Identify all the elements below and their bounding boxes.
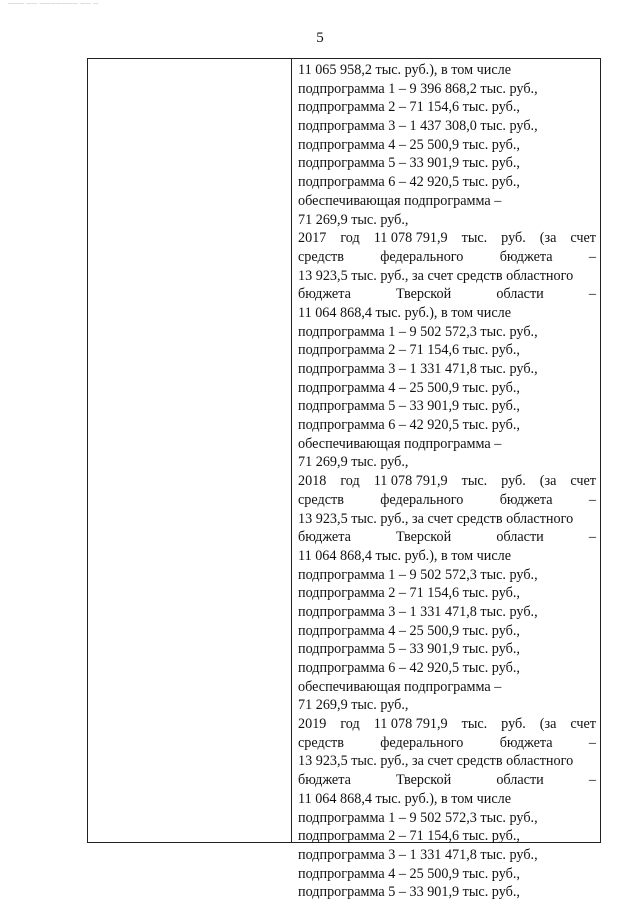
- line-word: счет: [570, 473, 596, 490]
- line-word: год: [340, 230, 360, 247]
- text-line: [298, 229, 596, 248]
- line-word: средств: [298, 491, 344, 508]
- text-line: подпрограмма 6 – 42 920,5 тыс. руб.,: [298, 660, 520, 676]
- text-line: [298, 248, 596, 267]
- text-line: [298, 734, 596, 753]
- text-line: подпрограмма 2 – 71 154,6 тыс. руб.,: [298, 828, 520, 845]
- document-table: [87, 58, 601, 901]
- line-word: бюджета: [298, 286, 351, 303]
- text-line: [298, 528, 596, 547]
- line-word: средств: [298, 248, 344, 265]
- text-line: [298, 771, 596, 790]
- text-line: подпрограмма 4 – 25 500,9 тыс. руб.,: [298, 865, 520, 882]
- text-line: подпрограмма 2 – 71 154,6 тыс. руб.,: [298, 342, 520, 359]
- text-line: [298, 285, 596, 304]
- text-line: подпрограмма 3 – 1 331 471,8 тыс. руб.,: [298, 846, 538, 863]
- line-word: –: [588, 772, 596, 789]
- text-line: 11 064 868,4 тыс. руб.), в том числе: [298, 790, 512, 807]
- line-word: –: [588, 529, 596, 546]
- text-line: подпрограмма 1 – 9 396 868,2 тыс. руб.,: [298, 80, 538, 97]
- line-word: (за: [539, 230, 557, 247]
- text-line: подпрограмма 6 – 42 920,5 тыс. руб.,: [298, 417, 520, 434]
- line-word: –: [588, 734, 596, 751]
- line-word: –: [588, 491, 596, 508]
- line-word: федерального: [380, 248, 464, 265]
- line-word: счет: [570, 230, 596, 247]
- line-word: 11 078 791,9: [373, 716, 448, 733]
- text-line: подпрограмма 6 – 42 920,5 тыс. руб.,: [298, 174, 520, 191]
- line-word: бюджета: [298, 772, 351, 789]
- text-line: подпрограмма 4 – 25 500,9 тыс. руб.,: [298, 379, 520, 396]
- line-word: –: [588, 286, 596, 303]
- page-number: 5: [316, 30, 324, 46]
- line-word: (за: [539, 716, 557, 733]
- scan-header-artifact: ─── ── ─────── ── ─: [8, 0, 99, 8]
- text-line: подпрограмма 5 – 33 901,9 тыс. руб.,: [298, 641, 520, 658]
- line-word: –: [588, 248, 596, 265]
- line-word: области: [496, 529, 544, 546]
- text-line: подпрограмма 3 – 1 437 308,0 тыс. руб.,: [298, 118, 538, 135]
- line-word: год: [340, 716, 360, 733]
- line-word: 11 078 791,9: [373, 230, 448, 247]
- line-word: 2018: [298, 473, 327, 490]
- line-word: области: [496, 772, 544, 789]
- line-word: руб.: [501, 230, 526, 247]
- text-line: 71 269,9 тыс. руб.,: [298, 454, 409, 471]
- text-line: подпрограмма 1 – 9 502 572,3 тыс. руб.,: [298, 566, 538, 583]
- text-line: подпрограмма 5 – 33 901,9 тыс. руб.,: [298, 155, 520, 172]
- line-word: (за: [539, 473, 557, 490]
- text-line: 13 923,5 тыс. руб., за счет средств областного: [298, 267, 574, 284]
- text-line: подпрограмма 1 – 9 502 572,3 тыс. руб.,: [298, 809, 538, 826]
- text-line: подпрограмма 4 – 25 500,9 тыс. руб.,: [298, 622, 520, 639]
- line-word: средств: [298, 734, 344, 751]
- line-word: бюджета: [499, 491, 553, 508]
- text-line: обеспечивающая подпрограмма –: [298, 192, 502, 209]
- line-word: тыс.: [461, 230, 488, 247]
- line-word: год: [340, 473, 360, 490]
- text-line: подпрограмма 2 – 71 154,6 тыс. руб.,: [298, 99, 520, 116]
- text-line: 13 923,5 тыс. руб., за счет средств областного: [298, 510, 574, 527]
- text-line: [298, 715, 596, 734]
- table-right-cell: [298, 61, 596, 902]
- line-word: 11 078 791,9: [373, 473, 448, 490]
- text-line: 11 064 868,4 тыс. руб.), в том числе: [298, 547, 512, 564]
- line-word: Тверской: [396, 772, 452, 789]
- line-word: тыс.: [461, 716, 488, 733]
- line-word: тыс.: [461, 473, 488, 490]
- line-word: руб.: [501, 716, 526, 733]
- line-word: бюджета: [499, 734, 553, 751]
- text-line: обеспечивающая подпрограмма –: [298, 678, 502, 695]
- text-line: 71 269,9 тыс. руб.,: [298, 697, 409, 714]
- line-word: Тверской: [396, 286, 452, 303]
- line-word: области: [496, 286, 544, 303]
- line-word: бюджета: [298, 529, 351, 546]
- column-divider: [291, 59, 292, 842]
- text-line: подпрограмма 4 – 25 500,9 тыс. руб.,: [298, 136, 520, 153]
- line-word: Тверской: [396, 529, 452, 546]
- text-line: подпрограмма 1 – 9 502 572,3 тыс. руб.,: [298, 323, 538, 340]
- text-line: 11 064 868,4 тыс. руб.), в том числе: [298, 304, 512, 321]
- text-line: 71 269,9 тыс. руб.,: [298, 211, 409, 228]
- line-word: счет: [570, 716, 596, 733]
- line-word: федерального: [380, 491, 464, 508]
- text-line: [298, 491, 596, 510]
- text-line: [298, 472, 596, 491]
- line-word: руб.: [501, 473, 526, 490]
- line-word: федерального: [380, 734, 464, 751]
- text-line: обеспечивающая подпрограмма –: [298, 435, 502, 452]
- text-line: подпрограмма 3 – 1 331 471,8 тыс. руб.,: [298, 603, 538, 620]
- text-line: подпрограмма 5 – 33 901,9 тыс. руб.,: [298, 398, 520, 415]
- line-word: бюджета: [499, 248, 553, 265]
- text-line: 13 923,5 тыс. руб., за счет средств областного: [298, 753, 574, 770]
- table-left-cell: [88, 59, 291, 842]
- text-line: подпрограмма 3 – 1 331 471,8 тыс. руб.,: [298, 361, 538, 377]
- text-line: подпрограмма 5 – 33 901,9 тыс. руб.,: [298, 884, 520, 901]
- line-word: 2017: [298, 230, 327, 247]
- line-word: 2019: [298, 716, 327, 733]
- text-line: подпрограмма 2 – 71 154,6 тыс. руб.,: [298, 585, 520, 602]
- text-line: 11 065 958,2 тыс. руб.), в том числе: [298, 62, 512, 78]
